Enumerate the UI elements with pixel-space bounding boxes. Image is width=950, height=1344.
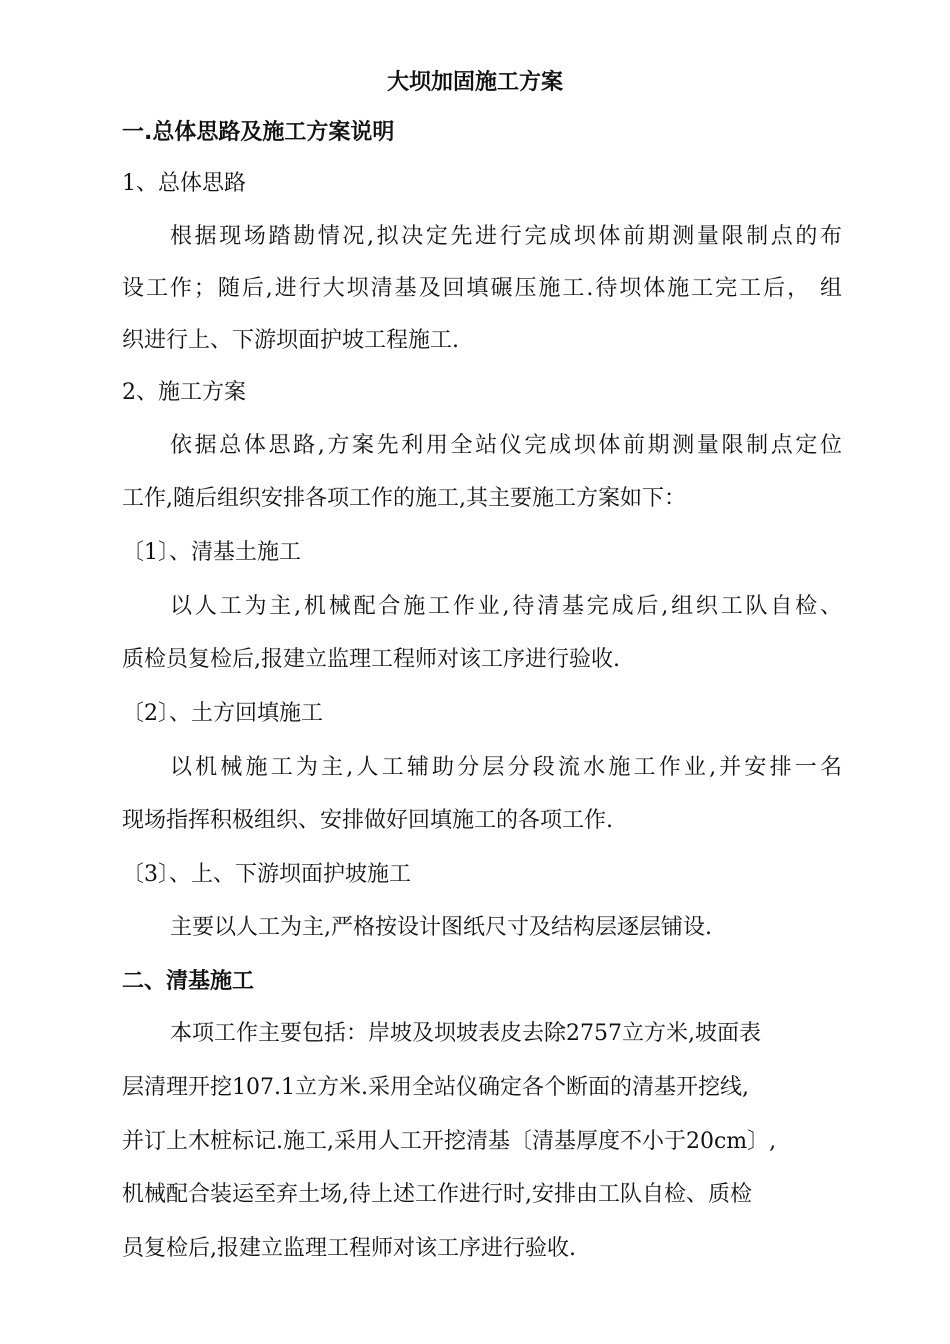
paragraph-line: 以人工为主,机械配合施工作业,待清基完成后,组织工队自检、 [170, 594, 842, 619]
paragraph-line: 依据总体思路,方案先利用全站仪完成坝体前期测量限制点定位 [170, 433, 842, 458]
item-1-heading: 〔1〕、清基土施工 [122, 540, 301, 565]
paragraph-line: 并订上木桩标记.施工,采用人工开挖清基〔清基厚度不小于20cm〕, [122, 1129, 777, 1154]
section-2-heading: 二、清基施工 [122, 969, 255, 994]
paragraph-line: 员复检后,报建立监理工程师对该工序进行验收. [122, 1236, 576, 1261]
subsection-1-heading: 1、总体思路 [122, 171, 246, 196]
paragraph-line: 织进行上、下游坝面护坡工程施工. [122, 328, 459, 353]
paragraph-line: 设工作；随后,进行大坝清基及回填碾压施工.待坝体施工完工后， 组 [122, 276, 842, 301]
section-1-heading: 一.总体思路及施工方案说明 [122, 120, 395, 145]
item-2-heading: 〔2〕、土方回填施工 [122, 701, 323, 726]
paragraph-line: 工作,随后组织安排各项工作的施工,其主要施工方案如下： [122, 486, 686, 511]
paragraph-line: 以机械施工为主,人工辅助分层分段流水施工作业,并安排一名 [170, 755, 842, 780]
document-title: 大坝加固施工方案 [386, 70, 563, 95]
paragraph-line: 质检员复检后,报建立监理工程师对该工序进行验收. [122, 647, 620, 672]
paragraph-line: 层清理开挖107.1立方米.采用全站仪确定各个断面的清基开挖线, [122, 1075, 749, 1100]
paragraph-line: 现场指挥积极组织、安排做好回填施工的各项工作. [122, 808, 613, 833]
paragraph-line: 主要以人工为主,严格按设计图纸尺寸及结构层逐层铺设. [170, 915, 712, 940]
paragraph-line: 根据现场踏勘情况,拟决定先进行完成坝体前期测量限制点的布 [170, 224, 842, 249]
item-3-heading: 〔3〕、上、下游坝面护坡施工 [122, 862, 411, 887]
subsection-2-heading: 2、施工方案 [122, 380, 246, 405]
paragraph-line: 本项工作主要包括：岸坡及坝坡表皮去除2757立方米,坡面表 [170, 1021, 761, 1046]
paragraph-line: 机械配合装运至弃土场,待上述工作进行时,安排由工队自检、质检 [122, 1182, 752, 1207]
